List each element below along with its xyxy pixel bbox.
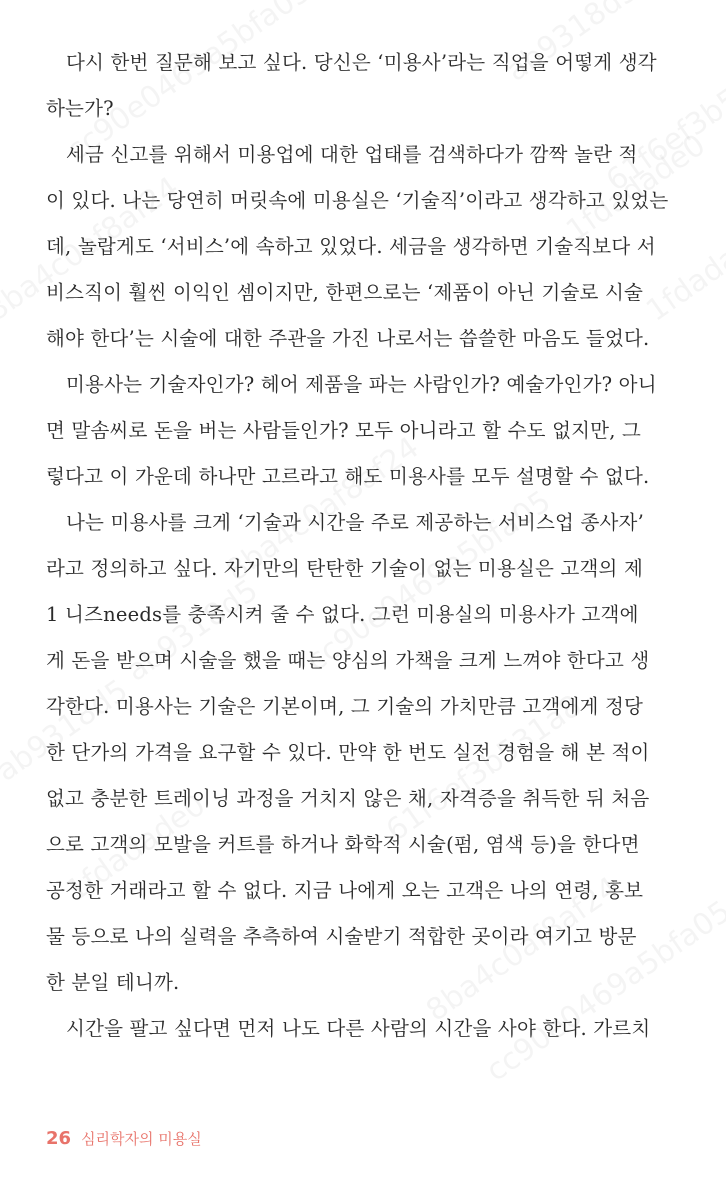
text-line: 비스직이 훨씬 이익인 셈이지만, 한편으로는 ‘제품이 아닌 기술로 시술 xyxy=(46,281,644,304)
text-line: 데, 놀랍게도 ‘서비스’에 속하고 있었다. 세금을 생각하면 기술직보다 서 xyxy=(46,235,656,258)
running-title: 심리학자의 미용실 xyxy=(81,1130,202,1148)
body-text xyxy=(46,40,686,1052)
page-number: 26 xyxy=(46,1128,72,1149)
text-line: 다시 한번 질문해 보고 싶다. 당신은 ‘미용사’라는 직업을 어떻게 생각 xyxy=(66,51,657,74)
text-line: 1 니즈needs를 충족시켜 줄 수 없다. 그런 미용실의 미용사가 고객에 xyxy=(46,603,639,626)
text-line: 각한다. 미용사는 기술은 기본이며, 그 기술의 가치만큼 고객에게 정당 xyxy=(46,695,644,718)
text-line: 공정한 거래라고 할 수 없다. 지금 나에게 오는 고객은 나의 연령, 홍보 xyxy=(46,879,644,902)
text-line: 한 분일 테니까. xyxy=(46,971,180,994)
text-line: 이 있다. 나는 당연히 머릿속에 미용실은 ‘기술직’이라고 생각하고 있었는 xyxy=(46,189,669,212)
text-line: 으로 고객의 모발을 커트를 하거나 화학적 시술(펌, 염색 등)을 한다면 xyxy=(46,833,640,856)
text-line: 없고 충분한 트레이닝 과정을 거치지 않은 채, 자격증을 취득한 뒤 처음 xyxy=(46,787,650,810)
text-line: 미용사는 기술자인가? 헤어 제품을 파는 사람인가? 예술가인가? 아니 xyxy=(66,373,657,396)
text-line: 면 말솜씨로 돈을 버는 사람들인가? 모두 아니라고 할 수도 없지만, 그 xyxy=(46,419,642,442)
text-line: 게 돈을 받으며 시술을 했을 때는 양심의 가책을 크게 느껴야 한다고 생 xyxy=(46,649,650,672)
text-line: 해야 한다’는 시술에 대한 주관을 가진 나로서는 씁쓸한 마음도 들었다. xyxy=(46,327,650,350)
text-line: 라고 정의하고 싶다. 자기만의 탄탄한 기술이 없는 미용실은 고객의 제 xyxy=(46,557,644,580)
text-line: 세금 신고를 위해서 미용업에 대한 업태를 검색하다가 깜짝 놀란 적 xyxy=(66,143,638,166)
text-line: 물 등으로 나의 실력을 추측하여 시술받기 적합한 곳이라 여기고 방문 xyxy=(46,925,637,948)
text-line: 시간을 팔고 싶다면 먼저 나도 다른 사람의 시간을 사야 한다. 가르치 xyxy=(66,1017,651,1040)
text-line: 한 단가의 가격을 요구할 수 있다. 만약 한 번도 실전 경험을 해 본 적이 xyxy=(46,741,650,764)
page-footer xyxy=(46,1128,202,1152)
text-line: 렇다고 이 가운데 하나만 고르라고 해도 미용사를 모두 설명할 수 없다. xyxy=(46,465,650,488)
text-line: 나는 미용사를 크게 ‘기술과 시간을 주로 제공하는 서비스업 종사자’ xyxy=(66,511,644,534)
text-line: 하는가? xyxy=(46,97,114,120)
